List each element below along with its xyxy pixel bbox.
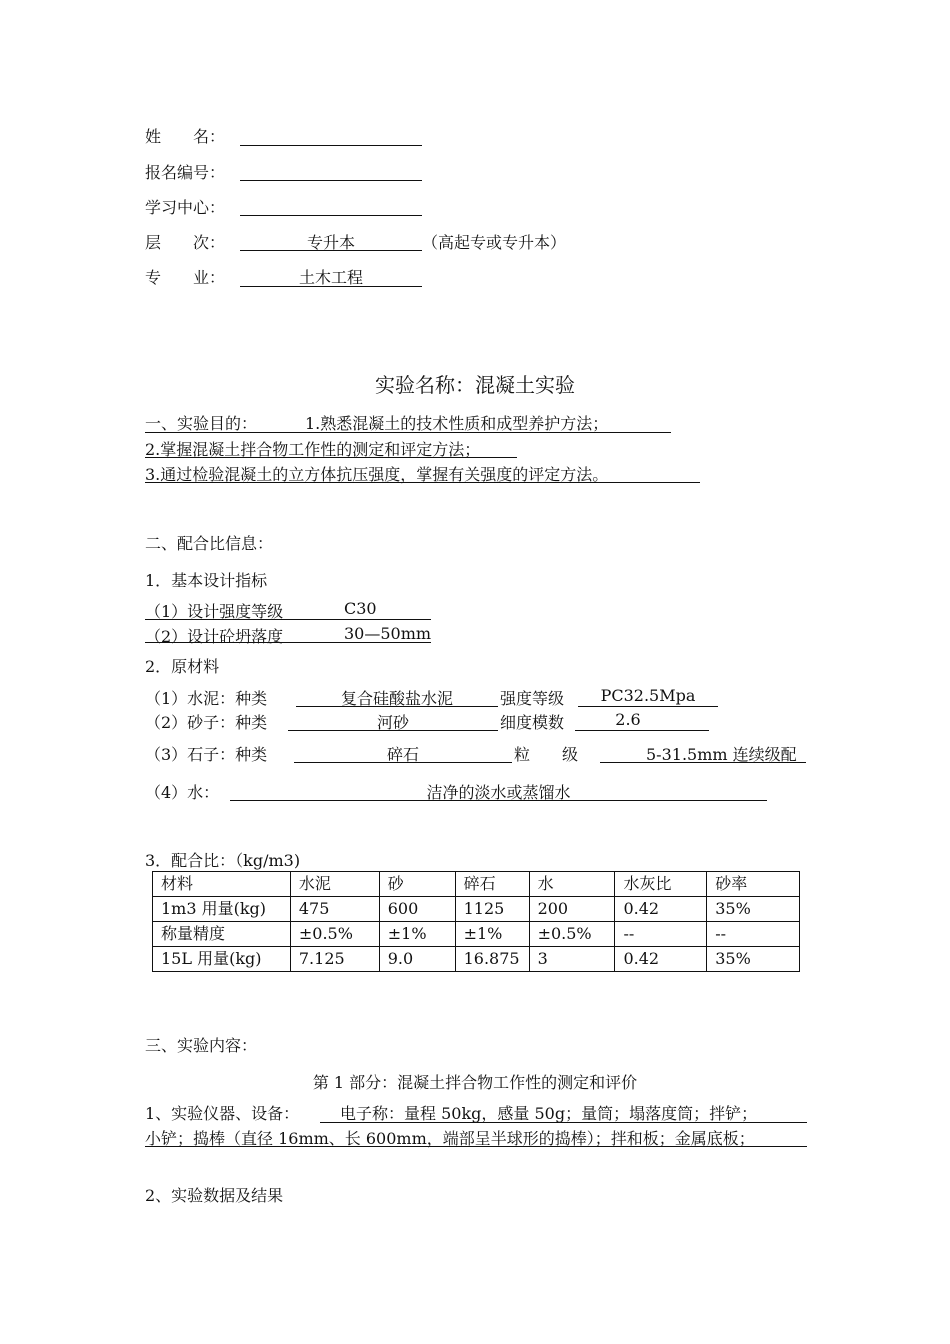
sand-modulus-value[interactable]: 2.6 bbox=[615, 710, 641, 729]
level-value[interactable]: 专升本 bbox=[306, 233, 355, 252]
water-underline bbox=[230, 800, 767, 801]
name-field[interactable] bbox=[240, 145, 422, 146]
stone-type-value[interactable]: 碎石 bbox=[386, 745, 419, 764]
table-cell: 称量精度 bbox=[153, 922, 291, 947]
table-header-cell: 水 bbox=[529, 872, 615, 897]
equipment-underline-2 bbox=[145, 1146, 807, 1147]
raw-materials-heading: 2．原材料 bbox=[145, 657, 220, 676]
purpose-underline-1 bbox=[145, 432, 671, 433]
table-header-cell: 水灰比 bbox=[615, 872, 707, 897]
equipment-line-1: 电子称：量程 50kg，感量 50g；量筒；塌落度筒；拌铲； bbox=[340, 1104, 758, 1123]
slump-value[interactable]: 30—50mm bbox=[344, 624, 432, 643]
study-center-field[interactable] bbox=[240, 215, 422, 216]
table-cell: 7.125 bbox=[290, 947, 379, 972]
registration-field[interactable] bbox=[240, 180, 422, 181]
table-cell: -- bbox=[707, 922, 800, 947]
name-label: 姓 名： bbox=[145, 127, 226, 146]
cement-grade-label: 强度等级 bbox=[500, 689, 565, 708]
purpose-underline-2 bbox=[145, 457, 517, 458]
table-row bbox=[153, 922, 800, 947]
table-header-cell: 碎石 bbox=[455, 872, 529, 897]
experiment-title: 实验名称：混凝土实验 bbox=[375, 373, 575, 397]
table-cell: 3 bbox=[529, 947, 615, 972]
mix-info-heading: 二、配合比信息： bbox=[145, 534, 274, 553]
table-header-cell: 砂率 bbox=[707, 872, 800, 897]
major-underline bbox=[240, 286, 422, 287]
cement-grade-value[interactable]: PC32.5Mpa bbox=[600, 686, 696, 705]
equipment-line-2: 小铲；捣棒（直径 16mm、长 600mm，端部呈半球形的捣棒）；拌和板；金属底板； bbox=[145, 1129, 755, 1148]
table-cell: ±1% bbox=[455, 922, 529, 947]
stone-grade-label: 粒 级 bbox=[514, 745, 579, 764]
sand-modulus-underline bbox=[575, 730, 709, 731]
table-cell: 475 bbox=[290, 897, 379, 922]
slump-underline bbox=[145, 642, 431, 643]
table-cell: 600 bbox=[379, 897, 455, 922]
purpose-label: 一、实验目的： bbox=[145, 414, 258, 433]
registration-label: 报名编号： bbox=[145, 163, 226, 182]
stone-type-underline bbox=[294, 762, 512, 763]
table-cell: 15L 用量(kg) bbox=[153, 947, 291, 972]
water-label: （4）水： bbox=[145, 783, 220, 802]
mix-ratio-table bbox=[152, 871, 800, 972]
table-cell: 35% bbox=[707, 897, 800, 922]
study-center-label: 学习中心： bbox=[145, 198, 226, 217]
equipment-label: 1、实验仪器、设备： bbox=[145, 1104, 300, 1123]
sand-label: （2）砂子：种类 bbox=[145, 713, 268, 732]
table-cell: 200 bbox=[529, 897, 615, 922]
equipment-underline-1 bbox=[320, 1122, 807, 1123]
cement-label: （1）水泥：种类 bbox=[145, 689, 268, 708]
stone-label: （3）石子：种类 bbox=[145, 745, 268, 764]
table-cell: ±0.5% bbox=[290, 922, 379, 947]
cement-type-value[interactable]: 复合硅酸盐水泥 bbox=[340, 689, 453, 708]
table-header-cell: 砂 bbox=[379, 872, 455, 897]
sand-type-value[interactable]: 河砂 bbox=[376, 713, 409, 732]
table-header-cell: 水泥 bbox=[290, 872, 379, 897]
table-cell: ±1% bbox=[379, 922, 455, 947]
content-heading: 三、实验内容： bbox=[145, 1036, 258, 1055]
part1-title: 第 1 部分：混凝土拌合物工作性的测定和评价 bbox=[312, 1073, 638, 1092]
sand-modulus-label: 细度模数 bbox=[500, 713, 565, 732]
purpose-line-3: 3.通过检验混凝土的立方体抗压强度，掌握有关强度的评定方法。 bbox=[145, 465, 609, 484]
level-label: 层 次： bbox=[145, 233, 226, 252]
data-results-heading: 2、实验数据及结果 bbox=[145, 1186, 284, 1205]
table-cell: 1m3 用量(kg) bbox=[153, 897, 291, 922]
slump-label: （2）设计砼坍落度 bbox=[145, 627, 284, 646]
stone-grade-underline bbox=[600, 762, 806, 763]
stone-grade-value[interactable]: 5-31.5mm 连续级配 bbox=[646, 745, 797, 764]
strength-grade-value[interactable]: C30 bbox=[344, 599, 377, 618]
table-row bbox=[153, 897, 800, 922]
basic-design-heading: 1．基本设计指标 bbox=[145, 571, 268, 590]
table-header-row bbox=[153, 872, 800, 897]
strength-underline bbox=[145, 619, 431, 620]
purpose-line-1: 1.熟悉混凝土的技术性质和成型养护方法； bbox=[305, 414, 609, 433]
water-value[interactable]: 洁净的淡水或蒸馏水 bbox=[426, 783, 571, 802]
strength-grade-label: （1）设计强度等级 bbox=[145, 602, 284, 621]
table-row bbox=[153, 947, 800, 972]
table-cell: 9.0 bbox=[379, 947, 455, 972]
major-label: 专 业： bbox=[145, 268, 226, 287]
level-note: （高起专或专升本） bbox=[422, 233, 567, 252]
table-cell: 1125 bbox=[455, 897, 529, 922]
table-cell: 16.875 bbox=[455, 947, 529, 972]
sand-type-underline bbox=[288, 730, 498, 731]
table-cell: 35% bbox=[707, 947, 800, 972]
table-cell: ±0.5% bbox=[529, 922, 615, 947]
level-underline bbox=[240, 250, 422, 251]
mix-ratio-heading: 3．配合比：（kg/m3) bbox=[145, 851, 301, 870]
table-cell: -- bbox=[615, 922, 707, 947]
purpose-line-2: 2.掌握混凝土拌合物工作性的测定和评定方法； bbox=[145, 440, 481, 459]
purpose-underline-3 bbox=[145, 482, 700, 483]
cement-type-underline bbox=[296, 706, 498, 707]
cement-grade-underline bbox=[578, 706, 718, 707]
table-header-cell: 材料 bbox=[153, 872, 291, 897]
table-cell: 0.42 bbox=[615, 897, 707, 922]
table-cell: 0.42 bbox=[615, 947, 707, 972]
major-value[interactable]: 土木工程 bbox=[298, 268, 363, 287]
